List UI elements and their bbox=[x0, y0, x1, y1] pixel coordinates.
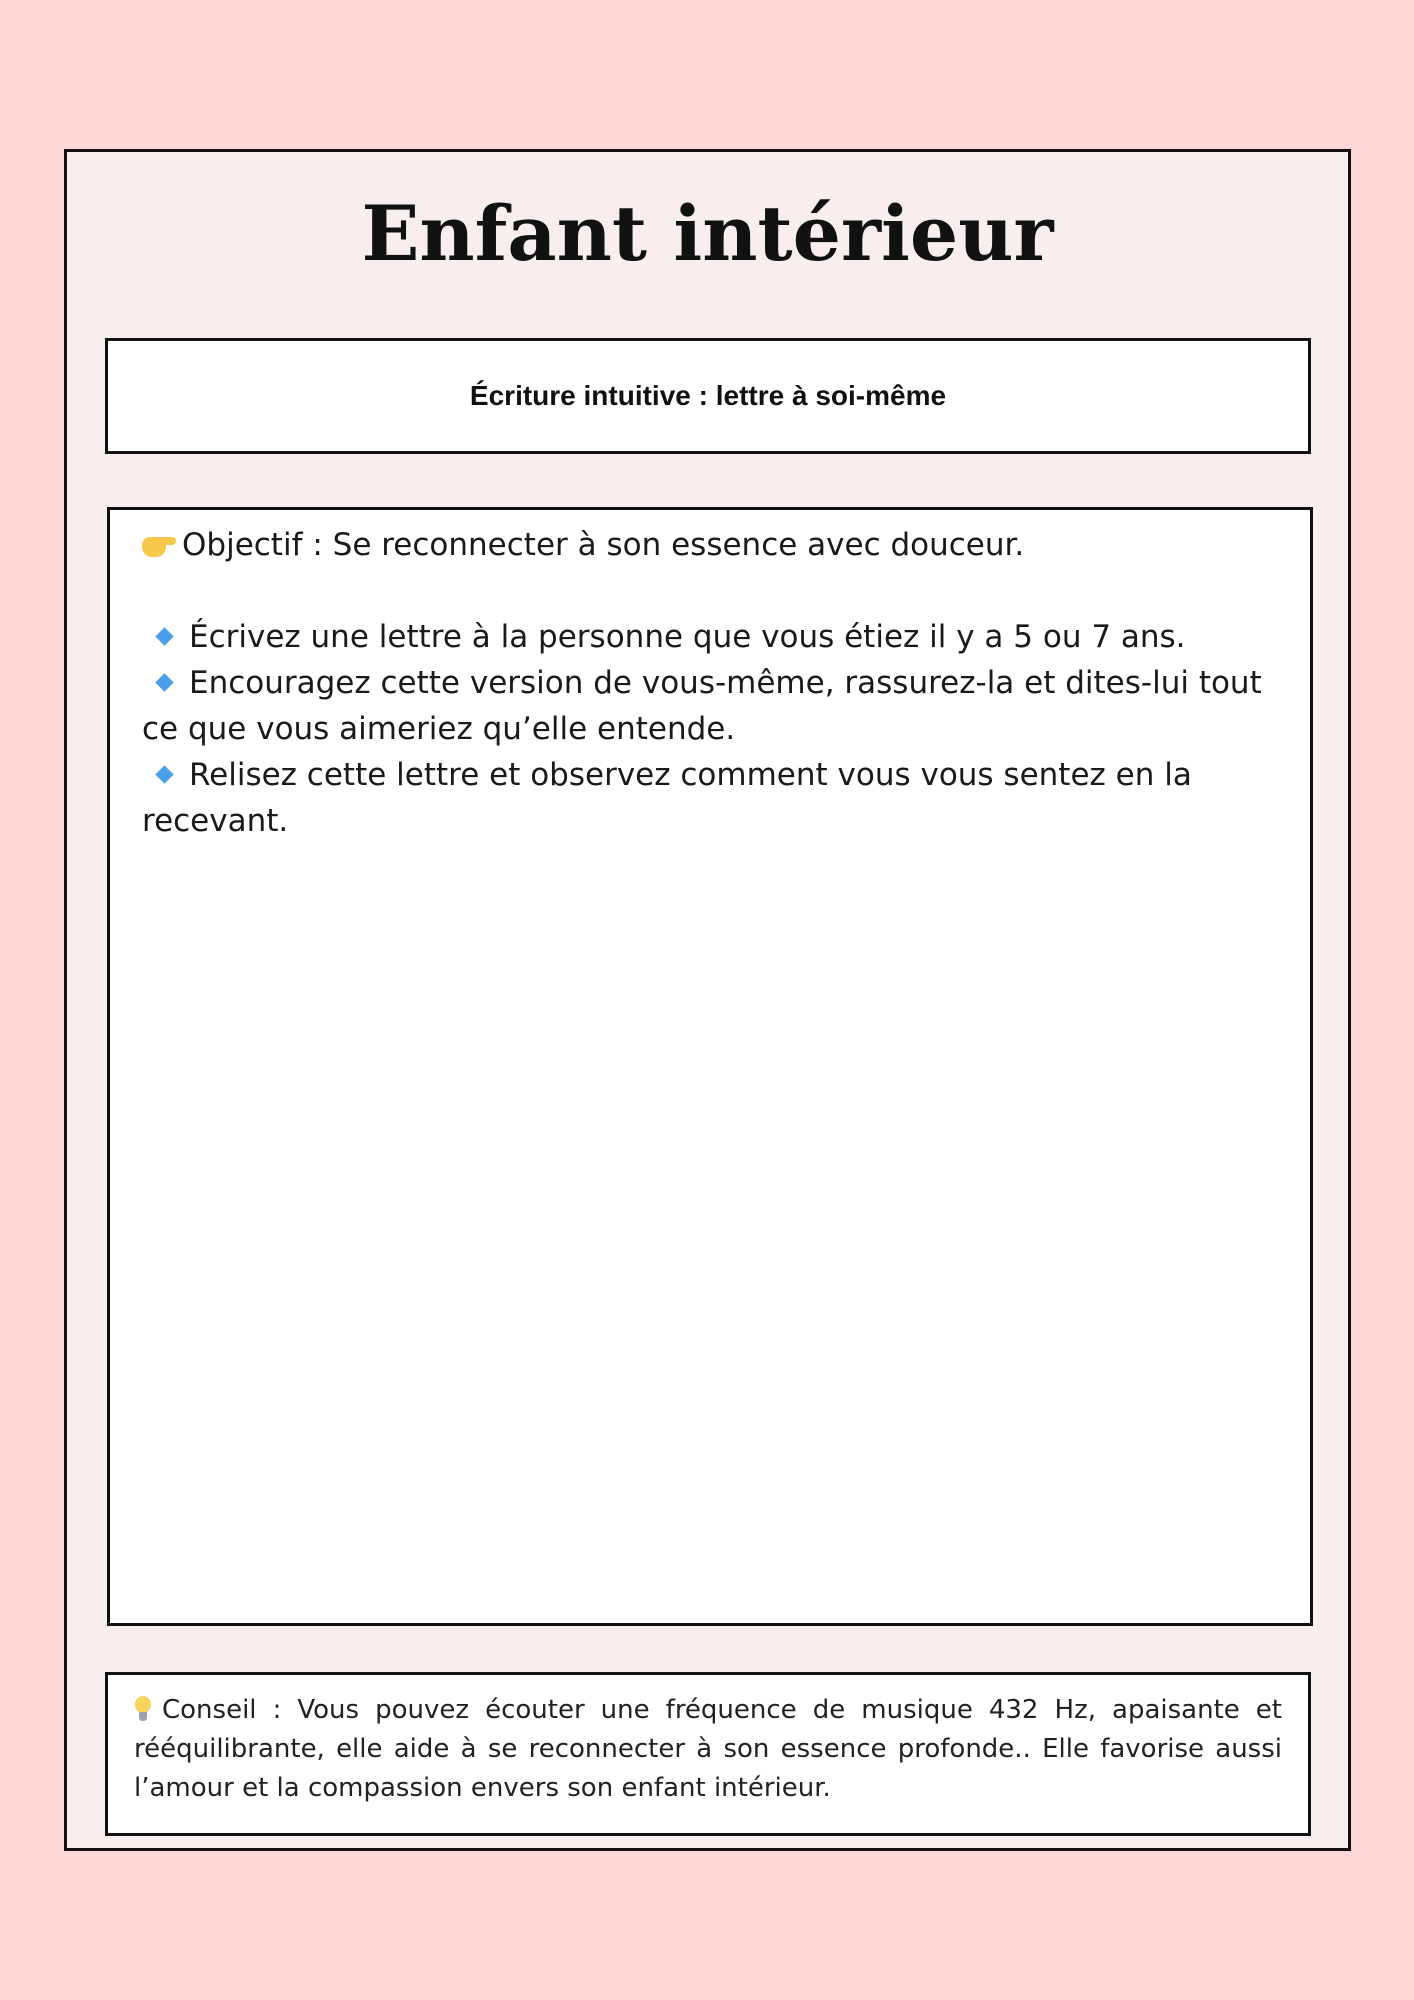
page-title: Enfant intérieur bbox=[361, 189, 1054, 278]
objective-line bbox=[142, 522, 1280, 568]
bullet-text: Écrivez une lettre à la personne que vous étiez il y a 5 ou 7 ans. bbox=[189, 619, 1186, 655]
pointing-hand-icon bbox=[142, 533, 176, 557]
list-item bbox=[142, 660, 1280, 752]
light-bulb-icon bbox=[134, 1696, 152, 1722]
list-item bbox=[142, 752, 1280, 844]
blue-diamond-icon bbox=[155, 765, 173, 783]
tip-paragraph bbox=[134, 1691, 1282, 1808]
subtitle-box bbox=[105, 338, 1311, 454]
tip-box bbox=[105, 1672, 1311, 1836]
worksheet-card bbox=[64, 149, 1351, 1851]
blue-diamond-icon bbox=[155, 673, 173, 691]
writing-area[interactable] bbox=[107, 507, 1313, 1626]
subtitle: Écriture intuitive : lettre à soi-même bbox=[469, 380, 947, 411]
blue-diamond-icon bbox=[155, 627, 173, 645]
bullet-text: Encouragez cette version de vous-même, rassurez-la et dites-lui tout ce que vous aimeriez qu’elle entende. bbox=[142, 665, 1262, 747]
bullet-text: Relisez cette lettre et observez comment vous vous sentez en la recevant. bbox=[142, 757, 1192, 839]
objective-text: Objectif : Se reconnecter à son essence avec douceur. bbox=[182, 527, 1025, 563]
list-item bbox=[142, 614, 1280, 660]
tip-text: Conseil : Vous pouvez écouter une fréquence de musique 432 Hz, apaisante et rééquilibrante, elle aide à se reconnecter à son essence profonde.. Elle favorise aussi l’amour et la compassion envers son enfant intérieur. bbox=[134, 1695, 1282, 1803]
